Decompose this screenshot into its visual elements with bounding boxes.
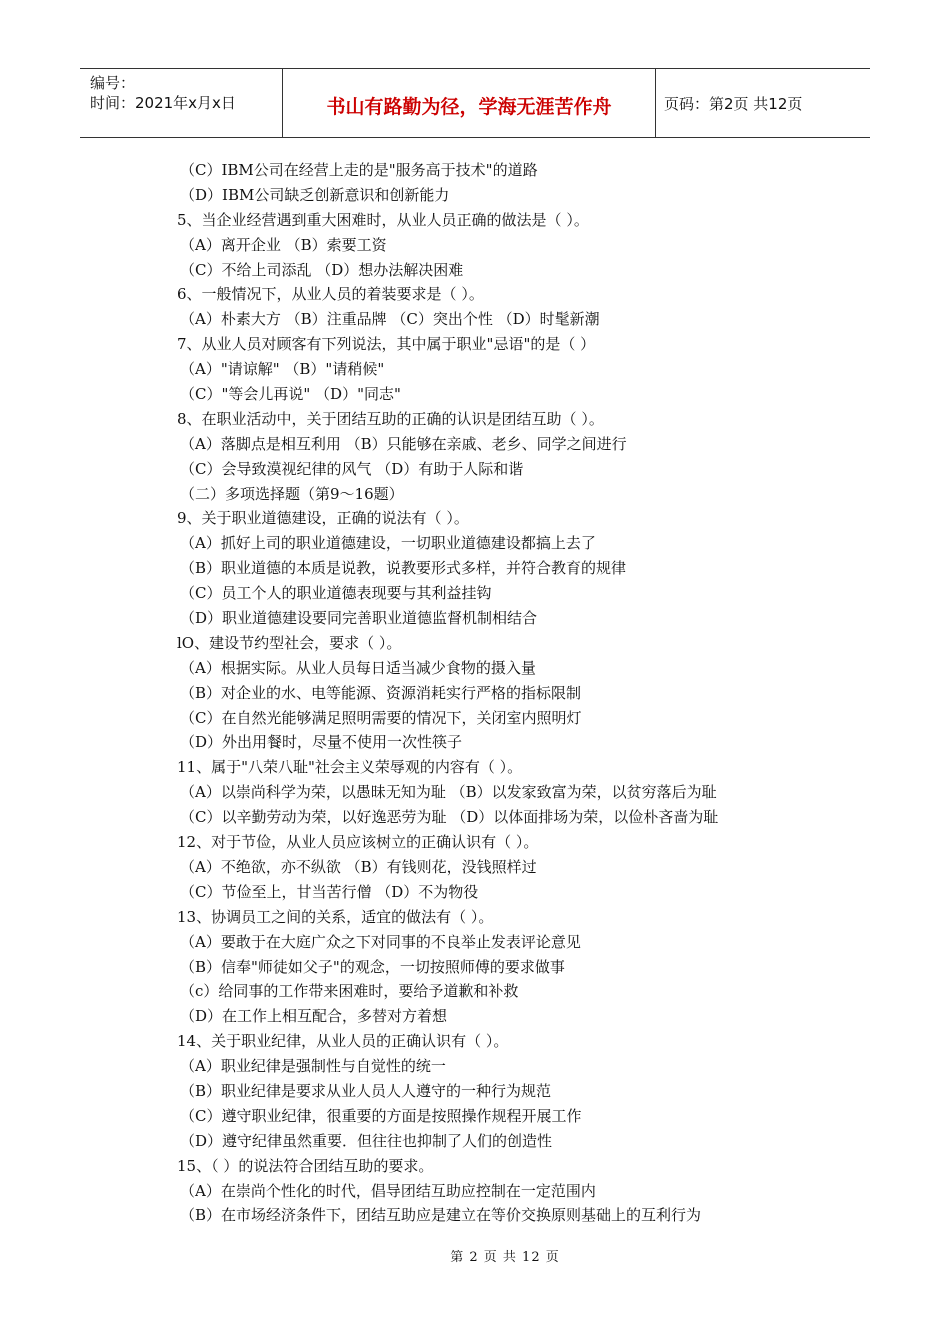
page-footer: 第 2 页 共 12 页 — [450, 1250, 560, 1265]
answer-option-line: （D）遵守纪律虽然重要．但往往也抑制了人们的创造性 — [180, 1131, 553, 1150]
answer-option-line: （A）职业纪律是强制性与自觉性的统一 — [180, 1057, 446, 1076]
answer-option-line: （B）信奉"师徒如父子"的观念，一切按照师傅的要求做事 — [180, 957, 565, 976]
answer-option-line: （A）在崇尚个性化的时代，倡导团结互助应控制在一定范围内 — [180, 1181, 596, 1200]
answer-option-line: （C）不给上司添乱 （D）想办法解决困难 — [180, 260, 464, 279]
header-page-number: 页码：第2页 共12页 — [664, 94, 803, 113]
answer-option-line: （c）给同事的工作带来困难时，要给予道歉和补救 — [180, 982, 519, 1001]
answer-option-line: （C）节俭至上，甘当苦行僧 （D）不为物役 — [180, 882, 479, 901]
answer-option-line: （C）员工个人的职业道德表现要与其利益挂钩 — [180, 584, 492, 603]
question-line: lO、建设节约型社会，要求（ ）。 — [177, 633, 402, 652]
answer-option-line: （B）在市场经济条件下，团结互助应是建立在等价交换原则基础上的互利行为 — [180, 1206, 702, 1225]
question-line: 6、一般情况下，从业人员的着装要求是（ ）。 — [177, 285, 484, 304]
answer-option-line: （B）职业纪律是要求从业人员人人遵守的一种行为规范 — [180, 1081, 552, 1100]
answer-option-line: （C）以辛勤劳动为荣，以好逸恶劳为耻 （D）以体面排场为荣，以俭朴吝啬为耻 — [180, 808, 719, 827]
header-meta — [80, 69, 283, 137]
answer-option-line: （D）职业道德建设要同完善职业道德监督机制相结合 — [180, 609, 538, 628]
answer-option-line: （B）对企业的水、电等能源、资源消耗实行严格的指标限制 — [180, 683, 582, 702]
answer-option-line: （B）职业道德的本质是说教，说教要形式多样，并符合教育的规律 — [180, 559, 627, 578]
answer-option-line: （A）不绝欲，亦不纵欲 （B）有钱则花，没钱照样过 — [180, 857, 537, 876]
question-line: 11、属于"八荣八耻"社会主义荣辱观的内容有（ ）。 — [177, 758, 523, 777]
answer-option-line: （A）以崇尚科学为荣，以愚昧无知为耻 （B）以发家致富为荣，以贫穷落后为耻 — [180, 783, 717, 802]
question-line: 15、（ ）的说法符合团结互助的要求。 — [177, 1156, 434, 1175]
question-line: 14、关于职业纪律，从业人员的正确认识有（ ）。 — [177, 1032, 509, 1051]
answer-option-line: （二）多项选择题（第9～16题） — [180, 484, 404, 503]
question-line: 12、对于节俭，从业人员应该树立的正确认识有（ ）。 — [177, 833, 539, 852]
question-line: 7、从业人员对顾客有下列说法，其中属于职业"忌语"的是（ ） — [177, 335, 596, 354]
question-line: 9、关于职业道德建设，正确的说法有（ ）。 — [177, 509, 469, 528]
answer-option-line: （C）遵守职业纪律，很重要的方面是按照操作规程开展工作 — [180, 1106, 582, 1125]
answer-option-line: （D）在工作上相互配合，多替对方着想 — [180, 1007, 448, 1026]
answer-option-line: （C）IBM公司在经营上走的是"服务高于技术"的道路 — [180, 161, 538, 179]
header-motto: 书山有路勤为径，学海无涯苦作舟 — [283, 69, 656, 137]
answer-option-line: （A）朴素大方 （B）注重品牌 （C）突出个性 （D）时髦新潮 — [180, 310, 600, 329]
answer-option-line: （D）IBM公司缺乏创新意识和创新能力 — [180, 185, 450, 204]
answer-option-line: （C）"等会儿再说" （D）"同志" — [180, 385, 401, 404]
question-line: 5、当企业经营遇到重大困难时，从业人员正确的做法是（ ）。 — [177, 210, 589, 229]
answer-option-line: （C）会导致漠视纪律的风气 （D）有助于人际和谐 — [180, 459, 524, 478]
answer-option-line: （A）根据实际。从业人员每日适当减少食物的摄入量 — [180, 658, 536, 677]
answer-option-line: （A）落脚点是相互利用 （B）只能够在亲戚、老乡、同学之间进行 — [180, 434, 627, 453]
answer-option-line: （D）外出用餐时，尽量不使用一次性筷子 — [180, 733, 463, 752]
answer-option-line: （A）要敢于在大庭广众之下对同事的不良举止发表评论意见 — [180, 932, 581, 951]
document-time: 时间：2021年x月x日 — [90, 94, 236, 112]
question-line: 8、在职业活动中，关于团结互助的正确的认识是团结互助（ ）。 — [177, 409, 604, 428]
document-number: 编号： — [90, 74, 136, 92]
document-body — [177, 158, 817, 1228]
answer-option-line: （A）"请谅解" （B）"请稍候" — [180, 360, 385, 379]
page-header — [80, 68, 870, 138]
answer-option-line: （A）抓好上司的职业道德建设，一切职业道德建设都搞上去了 — [180, 534, 596, 553]
question-line: 13、协调员工之间的关系，适宜的做法有（ ）。 — [177, 907, 494, 926]
answer-option-line: （A）离开企业 （B）索要工资 — [180, 235, 387, 254]
answer-option-line: （C）在自然光能够满足照明需要的情况下，关闭室内照明灯 — [180, 708, 582, 727]
